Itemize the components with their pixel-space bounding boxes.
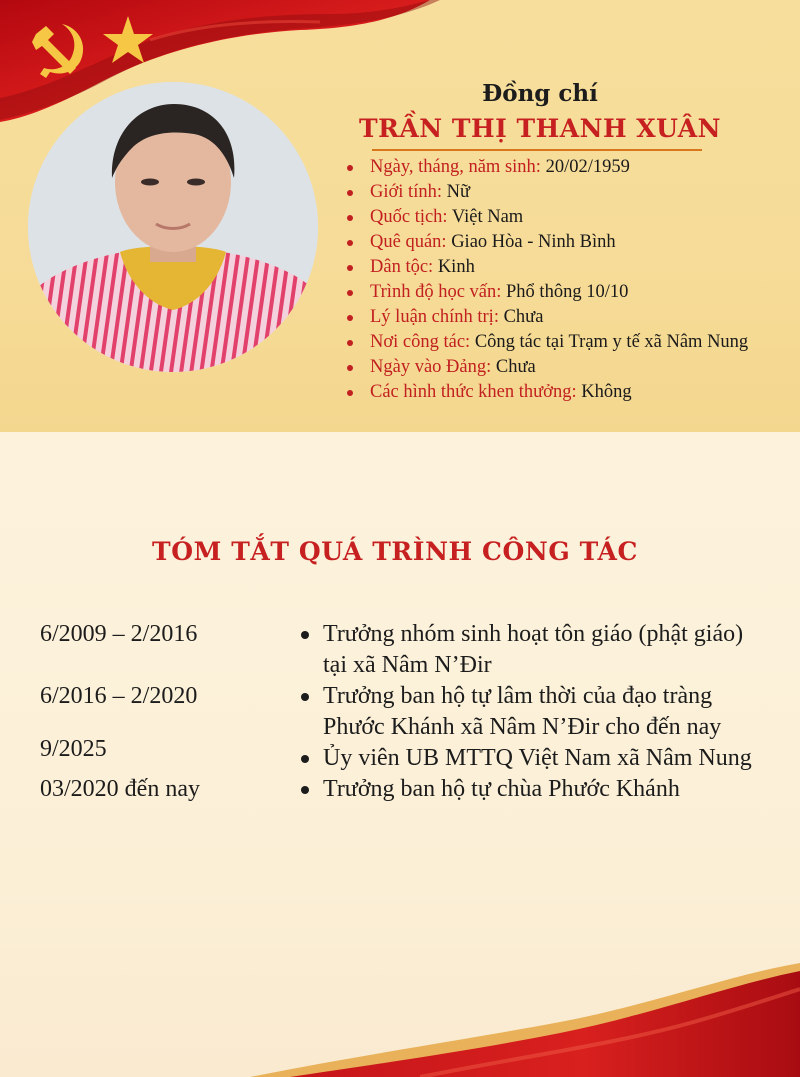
timeline-description: Trưởng ban hộ tự chùa Phước Khánh xyxy=(323,776,680,802)
bullet-dot xyxy=(347,290,353,296)
info-label: Quê quán: xyxy=(370,232,447,252)
bullet-dot xyxy=(347,340,353,346)
profile-info-list xyxy=(345,155,785,405)
info-value: Giao Hòa - Ninh Bình xyxy=(451,232,616,252)
info-item-education xyxy=(345,280,785,305)
info-label: Trình độ học vấn: xyxy=(370,282,502,302)
info-value: Nữ xyxy=(446,182,470,202)
portrait-photo xyxy=(28,82,318,372)
info-label: Nơi công tác: xyxy=(370,332,471,352)
flag-ribbon-bottom xyxy=(0,927,800,1077)
timeline-description: Ủy viên UB MTTQ Việt Nam xã Nâm Nung xyxy=(323,745,752,771)
timeline-entry xyxy=(323,681,763,743)
info-item-nationality xyxy=(345,205,785,230)
bullet-dot xyxy=(347,315,353,321)
info-item-workplace xyxy=(345,330,785,355)
timeline-row xyxy=(40,619,780,681)
info-value: Chưa xyxy=(495,357,536,377)
bullet-dot xyxy=(301,693,309,701)
bullet-dot xyxy=(347,240,353,246)
timeline-description: Trưởng nhóm sinh hoạt tôn giáo (phật giáo) tại xã Nâm N’Đir xyxy=(323,621,744,678)
timeline-date: 9/2025 xyxy=(40,736,107,762)
info-label: Quốc tịch: xyxy=(370,207,448,227)
info-item-hometown xyxy=(345,230,785,255)
timeline-date: 03/2020 đến nay xyxy=(40,776,200,802)
info-value: Chưa xyxy=(503,307,544,327)
bullet-dot xyxy=(301,755,309,763)
timeline-row xyxy=(40,774,780,805)
info-item-ethnicity xyxy=(345,255,785,280)
bullet-dot xyxy=(301,786,309,794)
bullet-dot xyxy=(347,190,353,196)
info-label: Dân tộc: xyxy=(370,257,434,277)
bullet-dot xyxy=(347,165,353,171)
timeline-entry xyxy=(323,619,763,681)
info-value: Phổ thông 10/10 xyxy=(506,282,629,302)
info-item-political-theory xyxy=(345,305,785,330)
info-value: Không xyxy=(581,382,632,402)
timeline-entry xyxy=(323,774,763,805)
info-value: 20/02/1959 xyxy=(545,157,630,177)
info-item-gender xyxy=(345,180,785,205)
bullet-dot xyxy=(347,265,353,271)
info-item-party-join-date xyxy=(345,355,785,380)
info-item-birthdate xyxy=(345,155,785,180)
info-label: Lý luận chính trị: xyxy=(370,307,499,327)
bullet-dot xyxy=(347,390,353,396)
info-label: Ngày vào Đảng: xyxy=(370,357,492,377)
info-label: Ngày, tháng, năm sinh: xyxy=(370,157,541,177)
info-value: Kinh xyxy=(437,257,475,277)
name-underline xyxy=(372,149,702,151)
info-value: Công tác tại Trạm y tế xã Nâm Nung xyxy=(474,332,749,352)
info-item-awards xyxy=(345,380,785,405)
career-section-title: TÓM TẮT QUÁ TRÌNH CÔNG TÁC xyxy=(152,537,638,566)
timeline-date: 6/2009 – 2/2016 xyxy=(40,621,198,647)
career-timeline xyxy=(40,619,780,805)
bullet-dot xyxy=(347,365,353,371)
timeline-description: Trưởng ban hộ tự lâm thời của đạo tràng Phước Khánh xã Nâm N’Đir cho đến nay xyxy=(323,683,722,740)
info-label: Giới tính: xyxy=(370,182,442,202)
bullet-dot xyxy=(347,215,353,221)
timeline-entry xyxy=(323,743,763,774)
bullet-dot xyxy=(301,631,309,639)
timeline-date: 6/2016 – 2/2020 xyxy=(40,683,198,709)
person-name: TRẦN THỊ THANH XUÂN xyxy=(359,114,721,143)
timeline-row xyxy=(40,736,780,774)
info-value: Việt Nam xyxy=(451,207,524,227)
title-label: Đồng chí xyxy=(482,80,598,107)
info-label: Các hình thức khen thưởng: xyxy=(370,382,577,402)
